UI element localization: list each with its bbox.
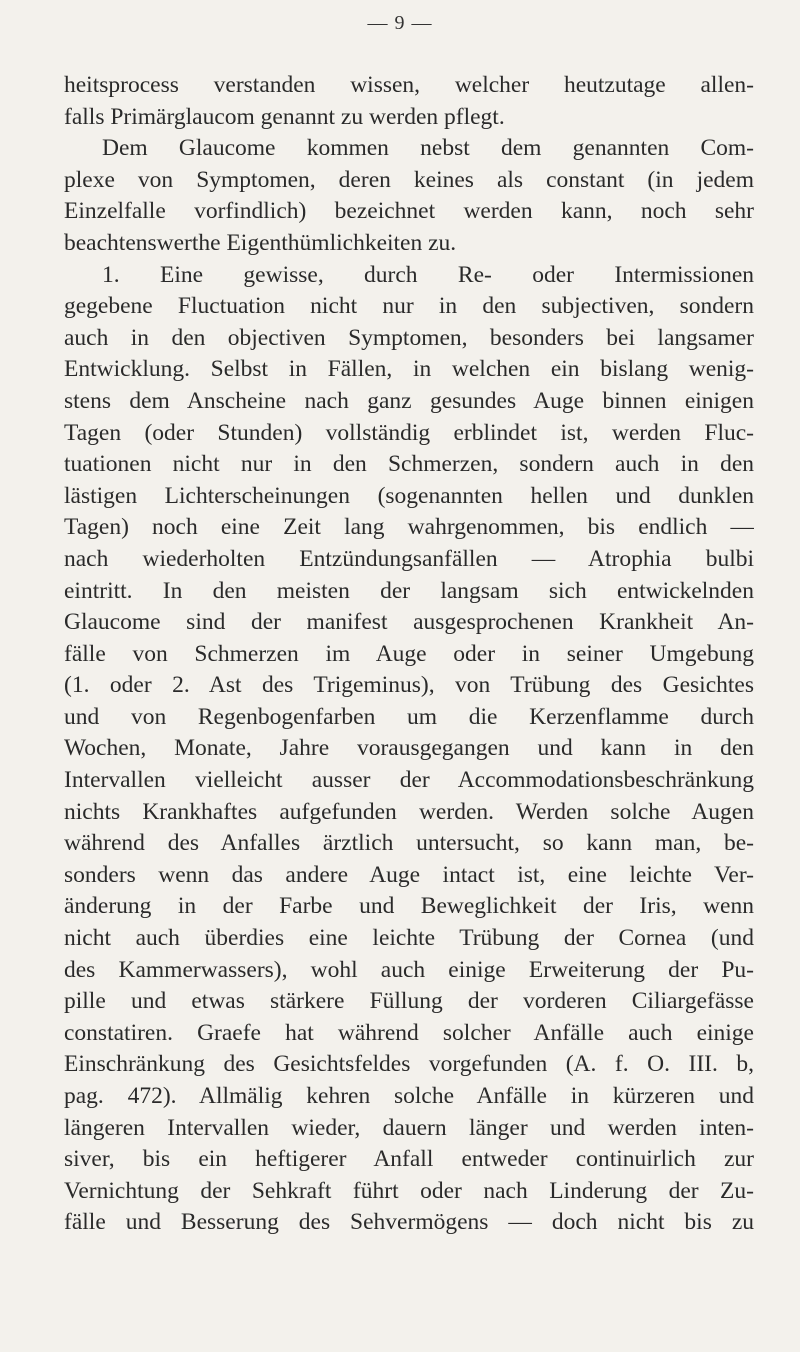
text-line: tuationen nicht nur in den Schmerzen, sondern auch in den [64,451,754,478]
text-line: Vernichtung der Sehkraft führt oder nach Linderung der Zu- [64,1177,754,1204]
text-line: pag. 472). Allmälig kehren solche Anfälle in kürzeren und [64,1083,754,1109]
text-line: falls Primärglaucom genannt zu werden pflegt. [64,103,505,130]
page-number: — 9 — [367,12,433,34]
text-line: fälle und Besserung des Sehvermögens — doch nicht bis zu [64,1209,754,1236]
text-line: des Kammerwassers), wohl auch einige Erweiterung der Pu- [64,956,754,983]
text-line: plexe von Symptomen, deren keines als constant (in jedem [64,166,754,193]
text-line: Glaucome sind der manifest ausgesprochenen Krankheit An- [64,609,754,636]
text-line: auch in den objectiven Symptomen, besonders bei langsamer [64,324,754,351]
text-line: gegebene Fluctuation nicht nur in den subjectiven, sondern [64,293,754,320]
text-line: 1. Eine gewisse, durch Re- oder Intermissionen [102,261,754,288]
text-line: pille und etwas stärkere Füllung der vorderen Ciliargefässe [64,988,754,1015]
text-line: siver, bis ein heftigerer Anfall entweder continuirlich zur [64,1146,754,1173]
text-line: sonders wenn das andere Auge intact ist, eine leichte Ver- [64,861,754,888]
body-text [64,70,754,1239]
text-line: lästigen Lichterscheinungen (sogenannten hellen und dunklen [64,482,754,509]
text-line: Entwicklung. Selbst in Fällen, in welchen ein bislang wenig- [64,356,754,383]
text-line: während des Anfalles ärztlich untersucht, so kann man, be- [64,830,754,857]
text-line: änderung in der Farbe und Beweglichkeit der Iris, wenn [64,893,754,920]
text-line: heitsprocess verstanden wissen, welcher heutzutage allen- [64,72,754,98]
text-line: Dem Glaucome kommen nebst dem genannten Com- [102,135,754,162]
text-line: (1. oder 2. Ast des Trigeminus), von Trübung des Gesichtes [64,672,754,699]
text-line: nach wiederholten Entzündungsanfällen — Atrophia bulbi [64,545,754,572]
text-line: nichts Krankhaftes aufgefunden werden. Werden solche Augen [64,798,754,825]
text-line: eintritt. In den meisten der langsam sich entwickelnden [64,577,754,604]
text-line: Intervallen vielleicht ausser der Accommodationsbeschränkung [64,767,754,794]
text-line: und von Regenbogenfarben um die Kerzenflamme durch [64,703,754,730]
text-line: beachtenswerthe Eigenthümlichkeiten zu. [64,229,457,256]
text-line: nicht auch überdies eine leichte Trübung der Cornea (und [64,925,754,952]
text-line: Einschränkung des Gesichtsfeldes vorgefunden (A. f. O. III. b, [64,1051,754,1078]
text-line: Tagen) noch eine Zeit lang wahrgenommen, bis endlich — [64,514,754,541]
text-line: längeren Intervallen wieder, dauern länger und werden inten- [64,1114,754,1141]
text-line: constatiren. Graefe hat während solcher Anfälle auch einige [64,1019,754,1046]
text-line: fälle von Schmerzen im Auge oder in seiner Umgebung [64,640,754,667]
text-line: stens dem Anscheine nach ganz gesundes Auge binnen einigen [64,387,754,414]
text-line: Tagen (oder Stunden) vollständig erblindet ist, werden Fluc- [64,419,754,446]
text-line: Wochen, Monate, Jahre vorausgegangen und kann in den [64,735,754,762]
text-line: Einzelfalle vorfindlich) bezeichnet werden kann, noch sehr [64,198,754,225]
